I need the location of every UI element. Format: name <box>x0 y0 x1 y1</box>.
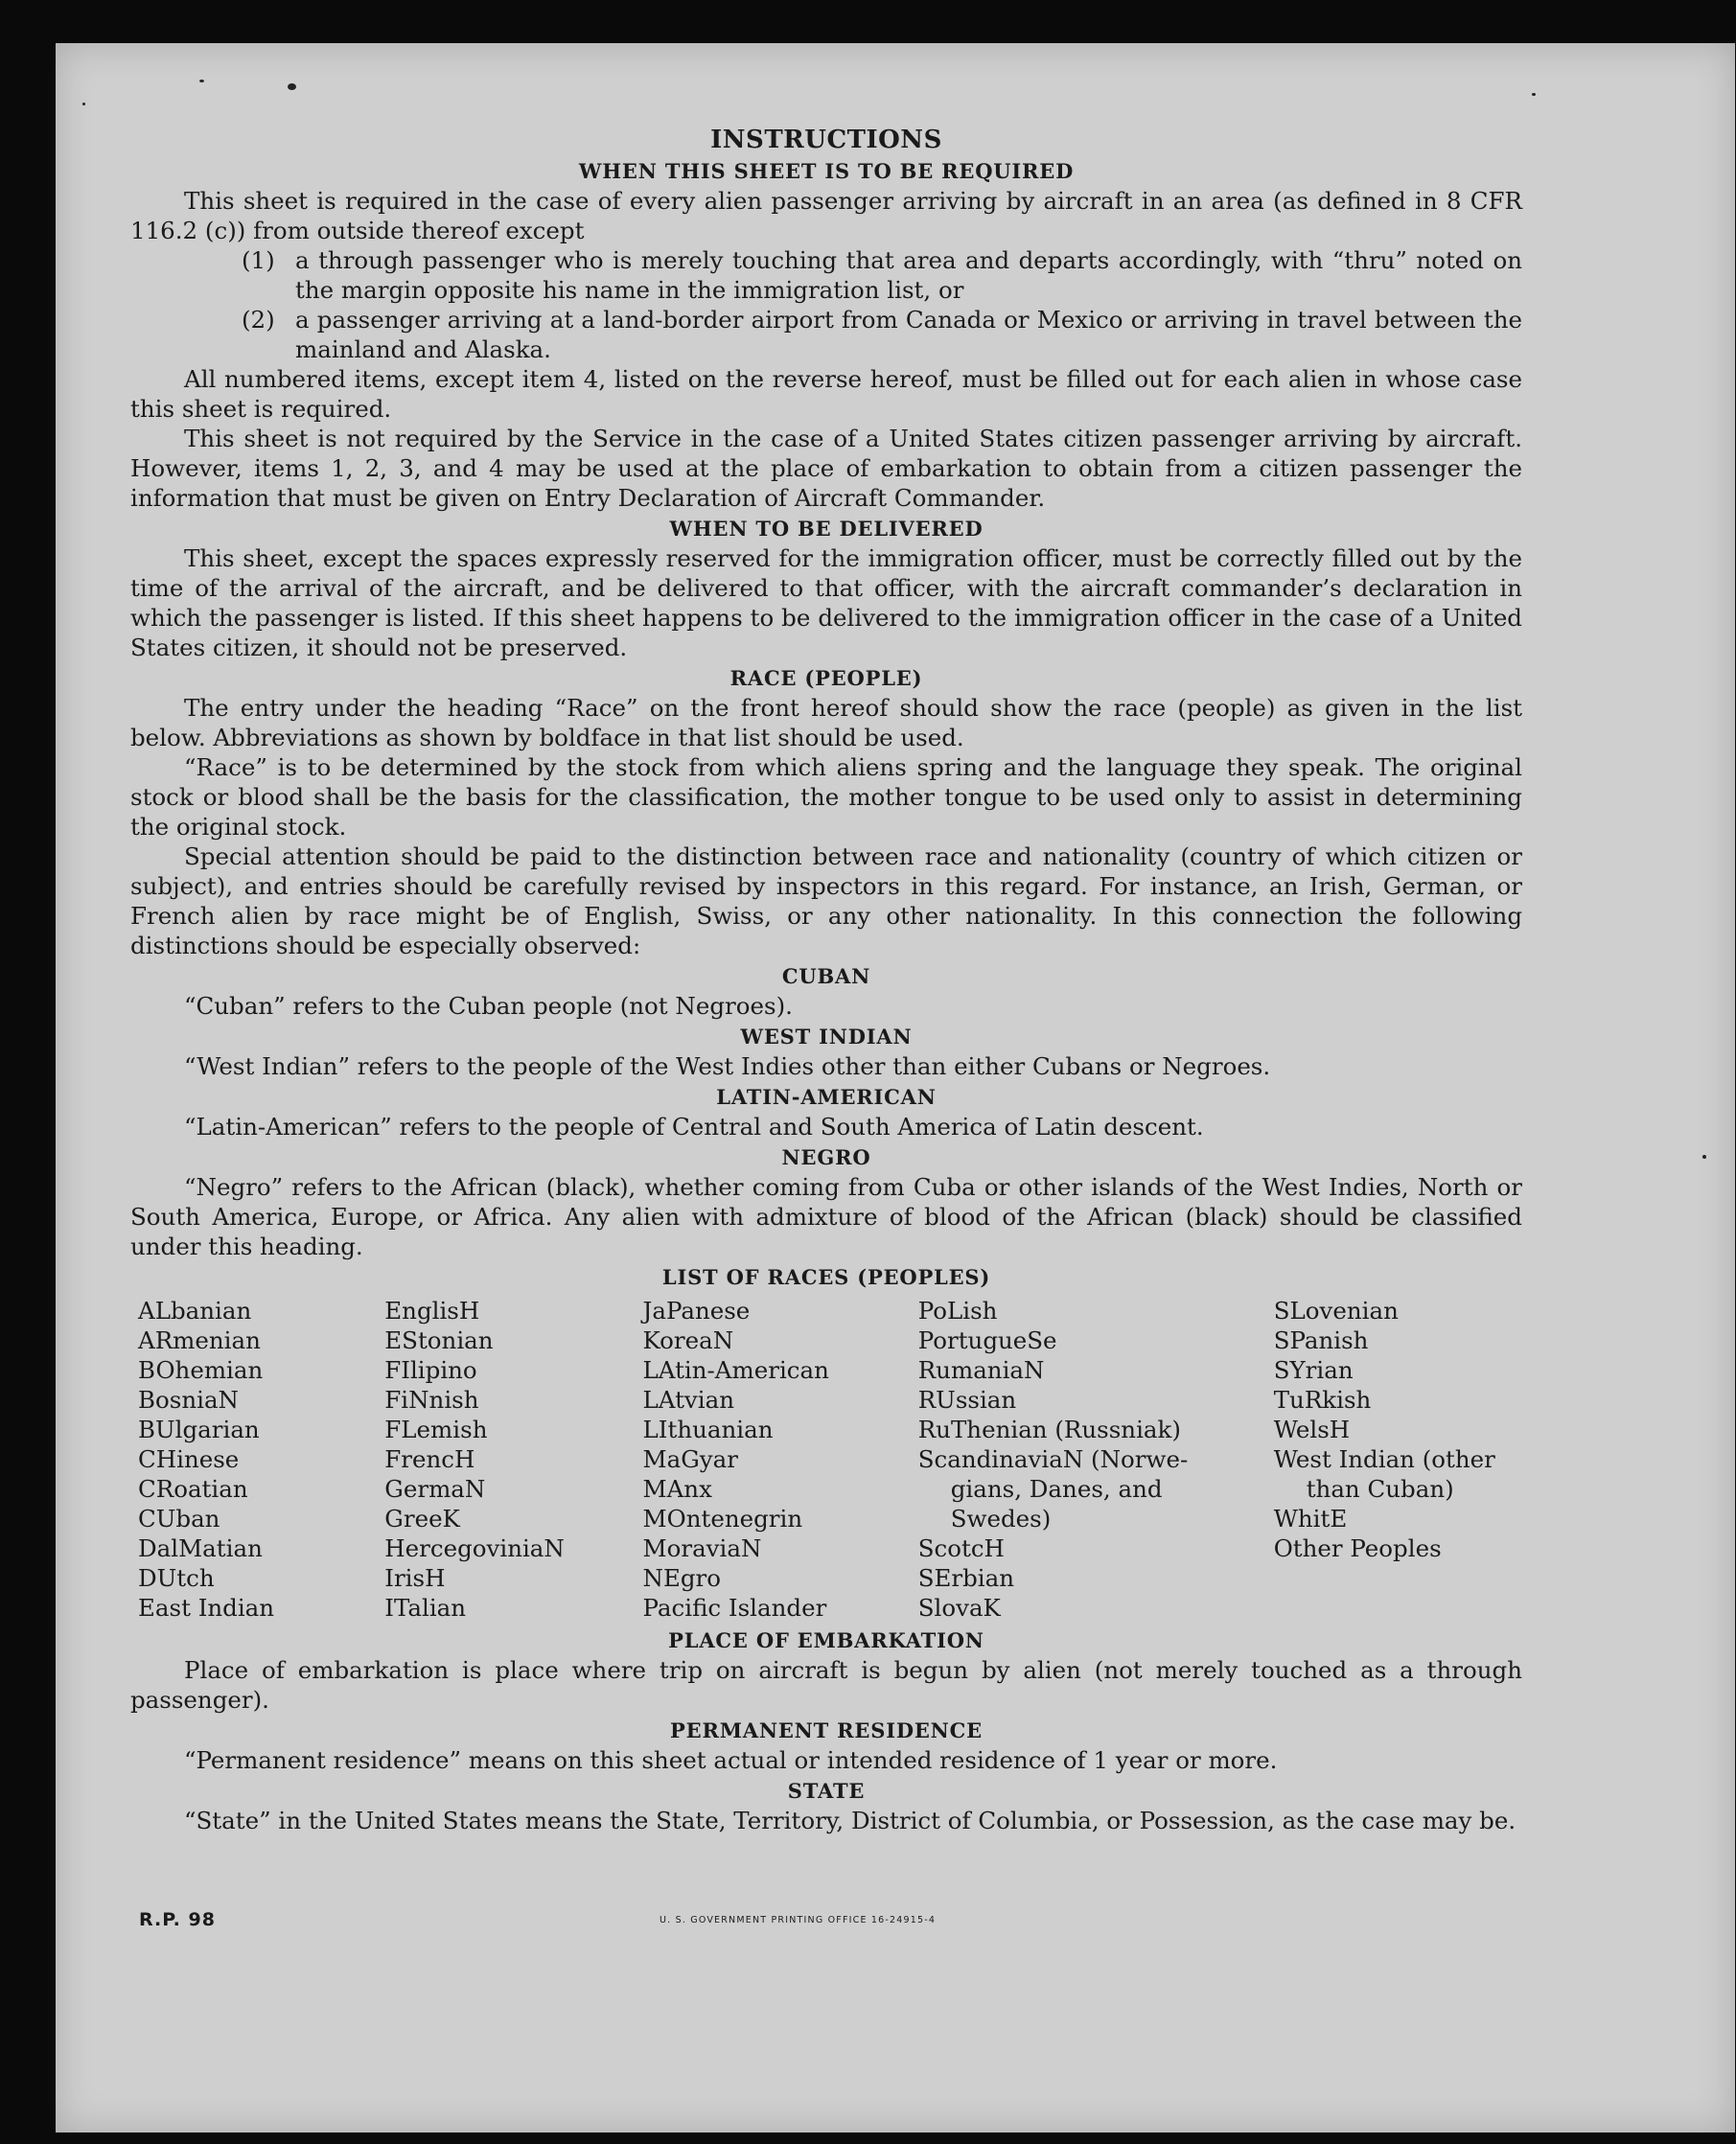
exception-number: (2) <box>242 306 275 334</box>
race-item: ScotcH <box>917 1534 1005 1562</box>
heading-negro: NEGRO <box>781 1145 871 1169</box>
heading-cuban: CUBAN <box>781 964 871 988</box>
races-column <box>643 1296 918 1623</box>
race-item: RuThenian (Russniak) <box>917 1416 1181 1443</box>
heading-list-of-races: LIST OF RACES (PEOPLES) <box>661 1265 991 1289</box>
heading-permanent-residence: PERMANENT RESIDENCE <box>670 1718 983 1742</box>
race-item: LAtin-American <box>642 1356 829 1384</box>
race-item: FLemish <box>384 1416 488 1443</box>
exception-item <box>130 305 1522 364</box>
race-item: SlovaK <box>917 1594 1001 1622</box>
race-item: LAtvian <box>642 1386 734 1414</box>
race-item: MoraviaN <box>642 1534 762 1562</box>
race-item: IrisH <box>384 1564 446 1592</box>
races-column <box>384 1296 642 1623</box>
race-item: JaPanese <box>642 1297 751 1325</box>
exception-text: a through passenger who is merely touching that area and departs accordingly, with “thru” noted on the margin opposite his name in the immigration list, or <box>295 246 1522 304</box>
residence-paragraph: “Permanent residence” means on this sheet actual or intended residence of 1 year or more. <box>184 1746 1278 1774</box>
required-intro: This sheet is required in the case of every alien passenger arriving by aircraft in an area (as defined in 8 CFR 116.2 (c)) from outside thereof except <box>130 187 1522 244</box>
page-footer <box>139 1909 1098 1930</box>
race-item: HercegoviniaN <box>384 1534 565 1562</box>
exception-number: (1) <box>242 246 275 274</box>
race-item: MAnx <box>642 1475 712 1503</box>
heading-when-delivered: WHEN TO BE DELIVERED <box>669 517 984 541</box>
race-item: WhitE <box>1273 1505 1348 1533</box>
heading-race: RACE (PEOPLE) <box>729 666 923 690</box>
race-item: than Cuban) <box>1306 1475 1454 1503</box>
race-item: CUban <box>138 1505 220 1533</box>
race-item: PortugueSe <box>917 1326 1057 1354</box>
race-item: ARmenian <box>138 1326 261 1354</box>
page-title: INSTRUCTIONS <box>710 126 942 154</box>
race-item: Swedes) <box>950 1505 1052 1533</box>
exception-text: a passenger arriving at a land-border airport from Canada or Mexico or arriving in travel between the mainland and Alaska. <box>295 306 1522 363</box>
race-item: PoLish <box>917 1297 998 1325</box>
definition-west-indian: “West Indian” refers to the people of the West Indies other than either Cubans or Negroes. <box>184 1052 1271 1080</box>
race-item: BOhemian <box>138 1356 264 1384</box>
citizen-paragraph: This sheet is not required by the Service in the case of a United States citizen passenger arriving by aircraft. However, items 1, 2, 3, and 4 may be used at the place of embarkation to obtain from a citizen passenger the information that must be given on Entry Declaration of Aircraft Commander. <box>130 425 1522 512</box>
race-item: EStonian <box>384 1326 494 1354</box>
form-number: R.P. 98 <box>139 1909 216 1930</box>
race-item: BUlgarian <box>138 1416 260 1443</box>
numbered-items-paragraph: All numbered items, except item 4, listed on the reverse hereof, must be filled out for each alien in whose case this sheet is required. <box>130 365 1522 423</box>
race-item: SPanish <box>1273 1326 1369 1354</box>
heading-state: STATE <box>787 1779 866 1803</box>
race-item: SErbian <box>917 1564 1015 1592</box>
ink-speck <box>1532 93 1536 96</box>
race-item: SYrian <box>1273 1356 1354 1384</box>
race-item: East Indian <box>138 1594 275 1622</box>
race-item: SLovenian <box>1273 1297 1399 1325</box>
race-item: FiNnish <box>384 1386 479 1414</box>
race-item: gians, Danes, and <box>950 1475 1163 1503</box>
race-item: RUssian <box>917 1386 1017 1414</box>
heading-latin-american: LATIN-AMERICAN <box>716 1085 937 1109</box>
definition-negro: “Negro” refers to the African (black), whether coming from Cuba or other islands of the West Indies, North or South America, Europe, or Africa. Any alien with admixture of blood of the African (black) should be classified under this heading. <box>130 1173 1522 1260</box>
race-item: NEgro <box>642 1564 721 1592</box>
race-item: KoreaN <box>642 1326 734 1354</box>
race-item: ITalian <box>384 1594 467 1622</box>
races-column <box>138 1296 384 1623</box>
definition-cuban: “Cuban” refers to the Cuban people (not Negroes). <box>184 992 793 1020</box>
race-item: BosniaN <box>138 1386 239 1414</box>
race-item: EnglisH <box>384 1297 480 1325</box>
instructions-content <box>130 120 1522 1835</box>
ink-speck <box>288 83 296 90</box>
race-item: ScandinaviaN (Norwe- <box>917 1445 1189 1473</box>
race-item: ALbanian <box>138 1297 252 1325</box>
ink-speck <box>82 103 85 105</box>
delivered-paragraph: This sheet, except the spaces expressly reserved for the immigration officer, must be correctly filled out by the time of the arrival of the aircraft, and be delivered to that officer, with the aircraft commander’s declaration in which the passenger is listed. If this sheet happens to be delivered to the immigration officer in the case of a United States citizen, it should not be preserved. <box>130 544 1522 661</box>
exception-item <box>130 245 1522 305</box>
race-item: GreeK <box>384 1505 460 1533</box>
heading-west-indian: WEST INDIAN <box>740 1025 913 1049</box>
race-item: CRoatian <box>138 1475 248 1503</box>
race-item: MOntenegrin <box>642 1505 803 1533</box>
race-item: Other Peoples <box>1273 1534 1442 1562</box>
race-item: WelsH <box>1273 1416 1351 1443</box>
race-item: MaGyar <box>642 1445 738 1473</box>
race-paragraph-1: The entry under the heading “Race” on the front hereof should show the race (people) as given in the list below. Abbreviations as shown by boldface in that list should be used. <box>130 694 1522 751</box>
race-item: West Indian (other <box>1273 1445 1495 1473</box>
embarkation-paragraph: Place of embarkation is place where trip on aircraft is begun by alien (not merely touched as a through passenger). <box>130 1656 1522 1714</box>
race-item: RumaniaN <box>917 1356 1045 1384</box>
race-item: CHinese <box>138 1445 240 1473</box>
heading-embarkation: PLACE OF EMBARKATION <box>668 1628 984 1652</box>
ink-speck <box>199 80 204 82</box>
race-item: LIthuanian <box>642 1416 774 1443</box>
heading-when-required: WHEN THIS SHEET IS TO BE REQUIRED <box>578 159 1075 183</box>
ink-speck <box>1702 1155 1706 1159</box>
race-item: FrencH <box>384 1445 475 1473</box>
race-item: FIlipino <box>384 1356 477 1384</box>
race-paragraph-2: “Race” is to be determined by the stock from which aliens spring and the language they speak. The original stock or blood shall be the basis for the classification, the mother tongue to be used only to assist in determining the original stock. <box>130 753 1522 841</box>
race-item: Pacific Islander <box>642 1594 827 1622</box>
definition-latin-american: “Latin-American” refers to the people of Central and South America of Latin descent. <box>184 1113 1204 1141</box>
race-item: DUtch <box>138 1564 215 1592</box>
state-paragraph: “State” in the United States means the State, Territory, District of Columbia, or Possession, as the case may be. <box>184 1807 1516 1834</box>
races-column <box>918 1296 1274 1623</box>
race-item: TuRkish <box>1273 1386 1372 1414</box>
printer-imprint: U. S. GOVERNMENT PRINTING OFFICE 16-24915-4 <box>660 1915 937 1925</box>
race-item: DalMatian <box>138 1534 263 1562</box>
races-list <box>138 1296 1522 1623</box>
races-column <box>1274 1296 1522 1623</box>
race-item: GermaN <box>384 1475 486 1503</box>
race-paragraph-3: Special attention should be paid to the distinction between race and nationality (country of which citizen or subject), and entries should be carefully revised by inspectors in this regard. For instance, an Irish, German, or French alien by race might be of English, Swiss, or any other nationality. In this connection the following distinctions should be especially observed: <box>130 842 1522 959</box>
